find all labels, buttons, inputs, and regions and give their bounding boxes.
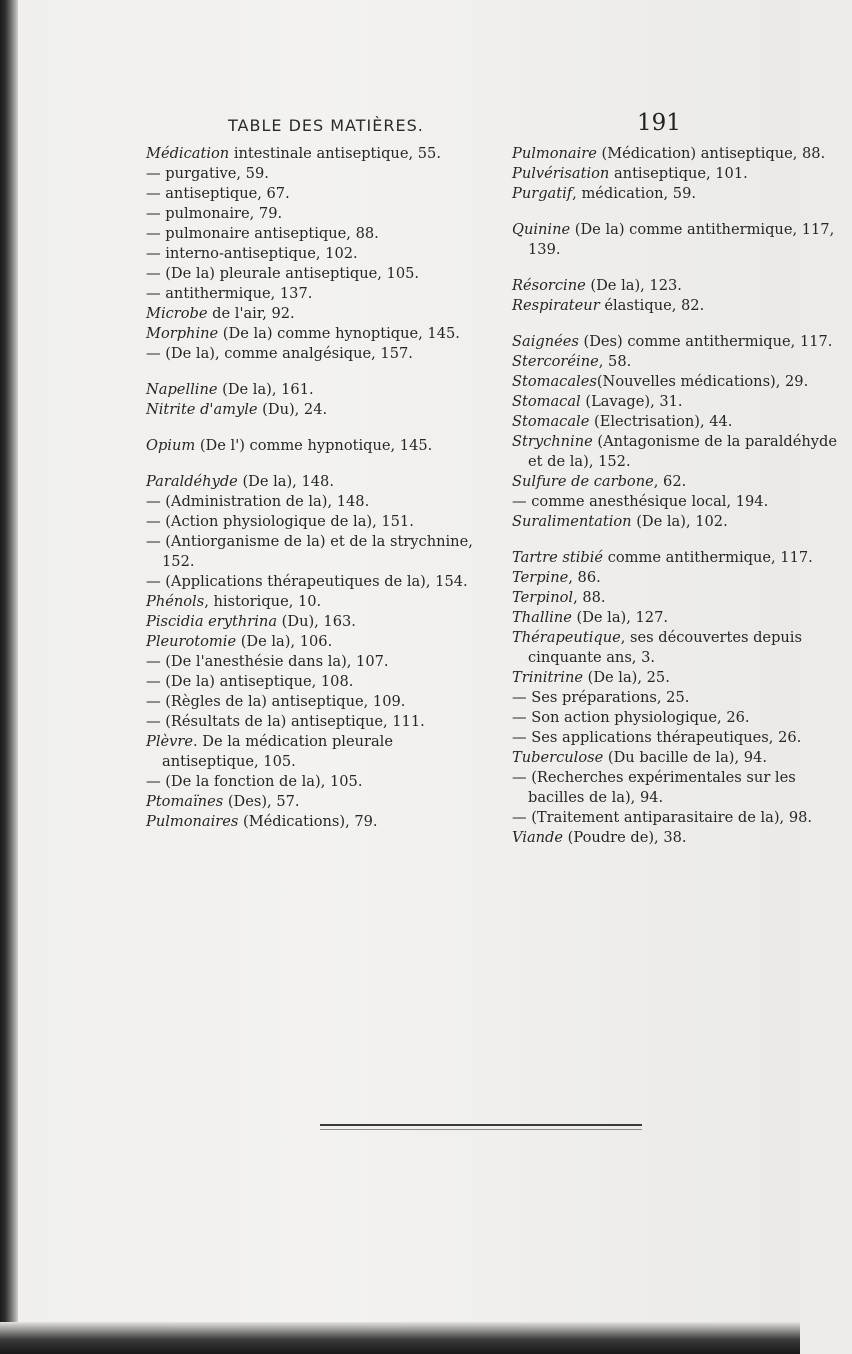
index-subentry	[512, 688, 852, 708]
index-term: Viande	[512, 829, 564, 846]
index-subentry	[146, 204, 486, 224]
index-subentry	[146, 672, 486, 692]
index-detail: (De la) comme antithermique, 117, 139.	[528, 221, 835, 258]
index-detail: (De la), 123.	[585, 277, 682, 294]
index-term: Tuberculose	[512, 749, 604, 766]
index-detail: (Du), 24.	[257, 401, 328, 418]
index-detail: — Son action physiologique, 26.	[512, 709, 750, 726]
index-detail: (Lavage), 31.	[580, 393, 683, 410]
index-entry	[512, 608, 852, 628]
index-detail: (Des) comme antithermique, 117.	[578, 333, 833, 350]
index-detail: — interno-antiseptique, 102.	[146, 245, 358, 262]
index-entry	[512, 628, 852, 668]
index-detail: (De la), 106.	[236, 633, 333, 650]
index-detail: — (De la) pleurale antiseptique, 105.	[146, 265, 420, 282]
index-detail: — purgative, 59.	[146, 165, 269, 182]
index-subentry	[146, 344, 486, 364]
index-detail: — pulmonaire, 79.	[146, 205, 283, 222]
index-term: Stomacale	[512, 413, 590, 430]
index-detail: antiseptique, 101.	[609, 165, 748, 182]
index-term: Stercoréine	[512, 353, 599, 370]
index-entry	[512, 164, 852, 184]
index-detail: (De la), 25.	[583, 669, 670, 686]
index-term: Plèvre	[146, 733, 193, 750]
index-term: Sulfure de carbone	[512, 473, 654, 490]
index-column-left	[146, 144, 486, 832]
index-subentry	[146, 512, 486, 532]
index-subentry	[512, 768, 852, 808]
index-subentry	[146, 712, 486, 732]
index-detail: (Médications), 79.	[238, 813, 378, 830]
index-detail: — (De l'anesthésie dans la), 107.	[146, 653, 389, 670]
index-term: Thalline	[512, 609, 572, 626]
index-detail: (De l') comme hypnotique, 145.	[195, 437, 433, 454]
page-bottom-edge	[0, 1322, 800, 1354]
index-detail: comme antithermique, 117.	[603, 549, 813, 566]
index-entry	[146, 324, 486, 344]
index-entry	[512, 392, 852, 412]
index-entry	[512, 668, 852, 688]
index-entry	[146, 144, 486, 164]
index-entry	[512, 352, 852, 372]
index-subentry	[146, 692, 486, 712]
index-subentry	[146, 184, 486, 204]
index-entry	[146, 812, 486, 832]
index-detail: — (Action physiologique de la), 151.	[146, 513, 414, 530]
index-column-right	[512, 144, 852, 848]
index-subentry	[146, 224, 486, 244]
index-detail: (Du), 163.	[277, 613, 356, 630]
index-subentry	[146, 572, 486, 592]
index-subentry	[146, 652, 486, 672]
end-rule	[320, 1124, 642, 1126]
index-entry	[512, 220, 852, 260]
index-subentry	[146, 264, 486, 284]
index-detail: — (Administration de la), 148.	[146, 493, 370, 510]
index-entry	[512, 412, 852, 432]
index-entry	[512, 276, 852, 296]
page-number: 191	[637, 110, 681, 136]
index-term: Napelline	[146, 381, 218, 398]
index-term: Médication	[146, 145, 230, 162]
index-subentry	[146, 284, 486, 304]
book-spine-shadow	[0, 0, 18, 1354]
index-term: Tartre stibié	[512, 549, 604, 566]
page-header	[0, 110, 800, 140]
index-term: Pulvérisation	[512, 165, 610, 182]
index-detail: élastique, 82.	[599, 297, 705, 314]
index-detail: (Poudre de), 38.	[563, 829, 687, 846]
index-subentry	[146, 532, 486, 572]
index-subentry	[146, 492, 486, 512]
index-term: Pulmonaire	[512, 145, 597, 162]
index-term: Suralimentation	[512, 513, 632, 530]
index-term: Nitrite d'amyle	[146, 401, 258, 418]
index-detail: — (De la) antiseptique, 108.	[146, 673, 354, 690]
index-subentry	[512, 492, 852, 512]
index-entry	[512, 588, 852, 608]
index-term: Purgatif	[512, 185, 573, 202]
index-detail: — pulmonaire antiseptique, 88.	[146, 225, 379, 242]
index-detail: — Ses préparations, 25.	[512, 689, 690, 706]
index-entry	[146, 792, 486, 812]
index-entry	[512, 472, 852, 492]
index-detail: — (Règles de la) antiseptique, 109.	[146, 693, 406, 710]
index-entry	[146, 400, 486, 420]
index-entry	[512, 828, 852, 848]
index-detail: . De la médication pleurale antiseptique, 105.	[162, 733, 393, 770]
index-detail: (Médication) antiseptique, 88.	[596, 145, 826, 162]
index-term: Strychnine	[512, 433, 593, 450]
index-entry	[512, 372, 852, 392]
index-entry	[146, 436, 486, 456]
index-subentry	[146, 772, 486, 792]
index-subentry	[512, 708, 852, 728]
index-term: Microbe	[146, 305, 208, 322]
index-detail: — (De la), comme analgésique, 157.	[146, 345, 413, 362]
index-detail: (De la), 102.	[631, 513, 728, 530]
index-detail: (De la), 148.	[237, 473, 334, 490]
index-detail: (Du bacille de la), 94.	[603, 749, 767, 766]
index-subentry	[512, 728, 852, 748]
index-term: Quinine	[512, 221, 571, 238]
index-term: Thérapeutique	[512, 629, 621, 646]
index-entry	[146, 632, 486, 652]
index-detail: , 86.	[568, 569, 601, 586]
index-detail: — (De la fonction de la), 105.	[146, 773, 363, 790]
index-detail: — comme anesthésique local, 194.	[512, 493, 769, 510]
index-term: Stomacal	[512, 393, 581, 410]
index-detail: — (Résultats de la) antiseptique, 111.	[146, 713, 425, 730]
index-entry	[512, 184, 852, 204]
index-entry	[146, 304, 486, 324]
index-term: Résorcine	[512, 277, 586, 294]
index-detail: (De la), 161.	[217, 381, 314, 398]
index-subentry	[512, 808, 852, 828]
index-entry	[512, 748, 852, 768]
index-term: Ptomaïnes	[146, 793, 224, 810]
index-detail: de l'air, 92.	[207, 305, 295, 322]
index-detail: — (Traitement antiparasitaire de la), 98.	[512, 809, 813, 826]
index-term: Respirateur	[512, 297, 600, 314]
index-detail: , 58.	[598, 353, 632, 370]
index-entry	[146, 612, 486, 632]
index-term: Morphine	[146, 325, 219, 342]
index-entry	[512, 568, 852, 588]
index-detail: — (Applications thérapeutiques de la), 154.	[146, 573, 468, 590]
index-entry	[512, 432, 852, 472]
index-term: Trinitrine	[512, 669, 583, 686]
index-detail: , ses découvertes depuis cinquante ans, 3.	[528, 629, 802, 666]
index-detail: , médication, 59.	[572, 185, 697, 202]
index-entry	[512, 548, 852, 568]
index-entry	[512, 512, 852, 532]
index-detail: — Ses applications thérapeutiques, 26.	[512, 729, 802, 746]
index-entry	[146, 380, 486, 400]
index-term: Piscidia erythrina	[146, 613, 278, 630]
index-term: Terpine	[512, 569, 569, 586]
index-detail: (Electrisation), 44.	[589, 413, 733, 430]
index-detail: — antiseptique, 67.	[146, 185, 290, 202]
running-title: TABLE DES MATIÈRES.	[228, 116, 424, 135]
index-term: Terpinol	[512, 589, 574, 606]
index-detail: (Des), 57.	[223, 793, 300, 810]
index-subentry	[146, 164, 486, 184]
index-term: Pleurotomie	[146, 633, 237, 650]
index-detail: (Antagonisme de la paraldéhyde et de la), 152.	[528, 433, 838, 470]
index-detail: (Nouvelles médications), 29.	[596, 373, 809, 390]
index-detail: , historique, 10.	[204, 593, 322, 610]
index-entry	[146, 732, 486, 772]
index-entry	[512, 144, 852, 164]
index-detail: , 62.	[653, 473, 687, 490]
index-detail: — antithermique, 137.	[146, 285, 313, 302]
index-term: Pulmonaires	[146, 813, 239, 830]
index-detail: — (Antiorganisme de la) et de la strychnine, 152.	[146, 533, 473, 570]
index-term: Stomacales	[512, 373, 597, 390]
index-entry	[146, 472, 486, 492]
index-term: Opium	[146, 437, 196, 454]
index-term: Saignées	[512, 333, 579, 350]
index-entry	[146, 592, 486, 612]
index-detail: intestinale antiseptique, 55.	[229, 145, 441, 162]
index-entry	[512, 296, 852, 316]
index-term: Paraldéhyde	[146, 473, 238, 490]
index-detail: (De la), 127.	[571, 609, 669, 626]
end-rule-thin	[320, 1129, 642, 1130]
index-detail: (De la) comme hynoptique, 145.	[218, 325, 460, 342]
index-detail: , 88.	[573, 589, 606, 606]
index-term: Phénols	[146, 593, 205, 610]
index-subentry	[146, 244, 486, 264]
index-entry	[512, 332, 852, 352]
index-detail: — (Recherches expérimentales sur les bacilles de la), 94.	[512, 769, 796, 806]
